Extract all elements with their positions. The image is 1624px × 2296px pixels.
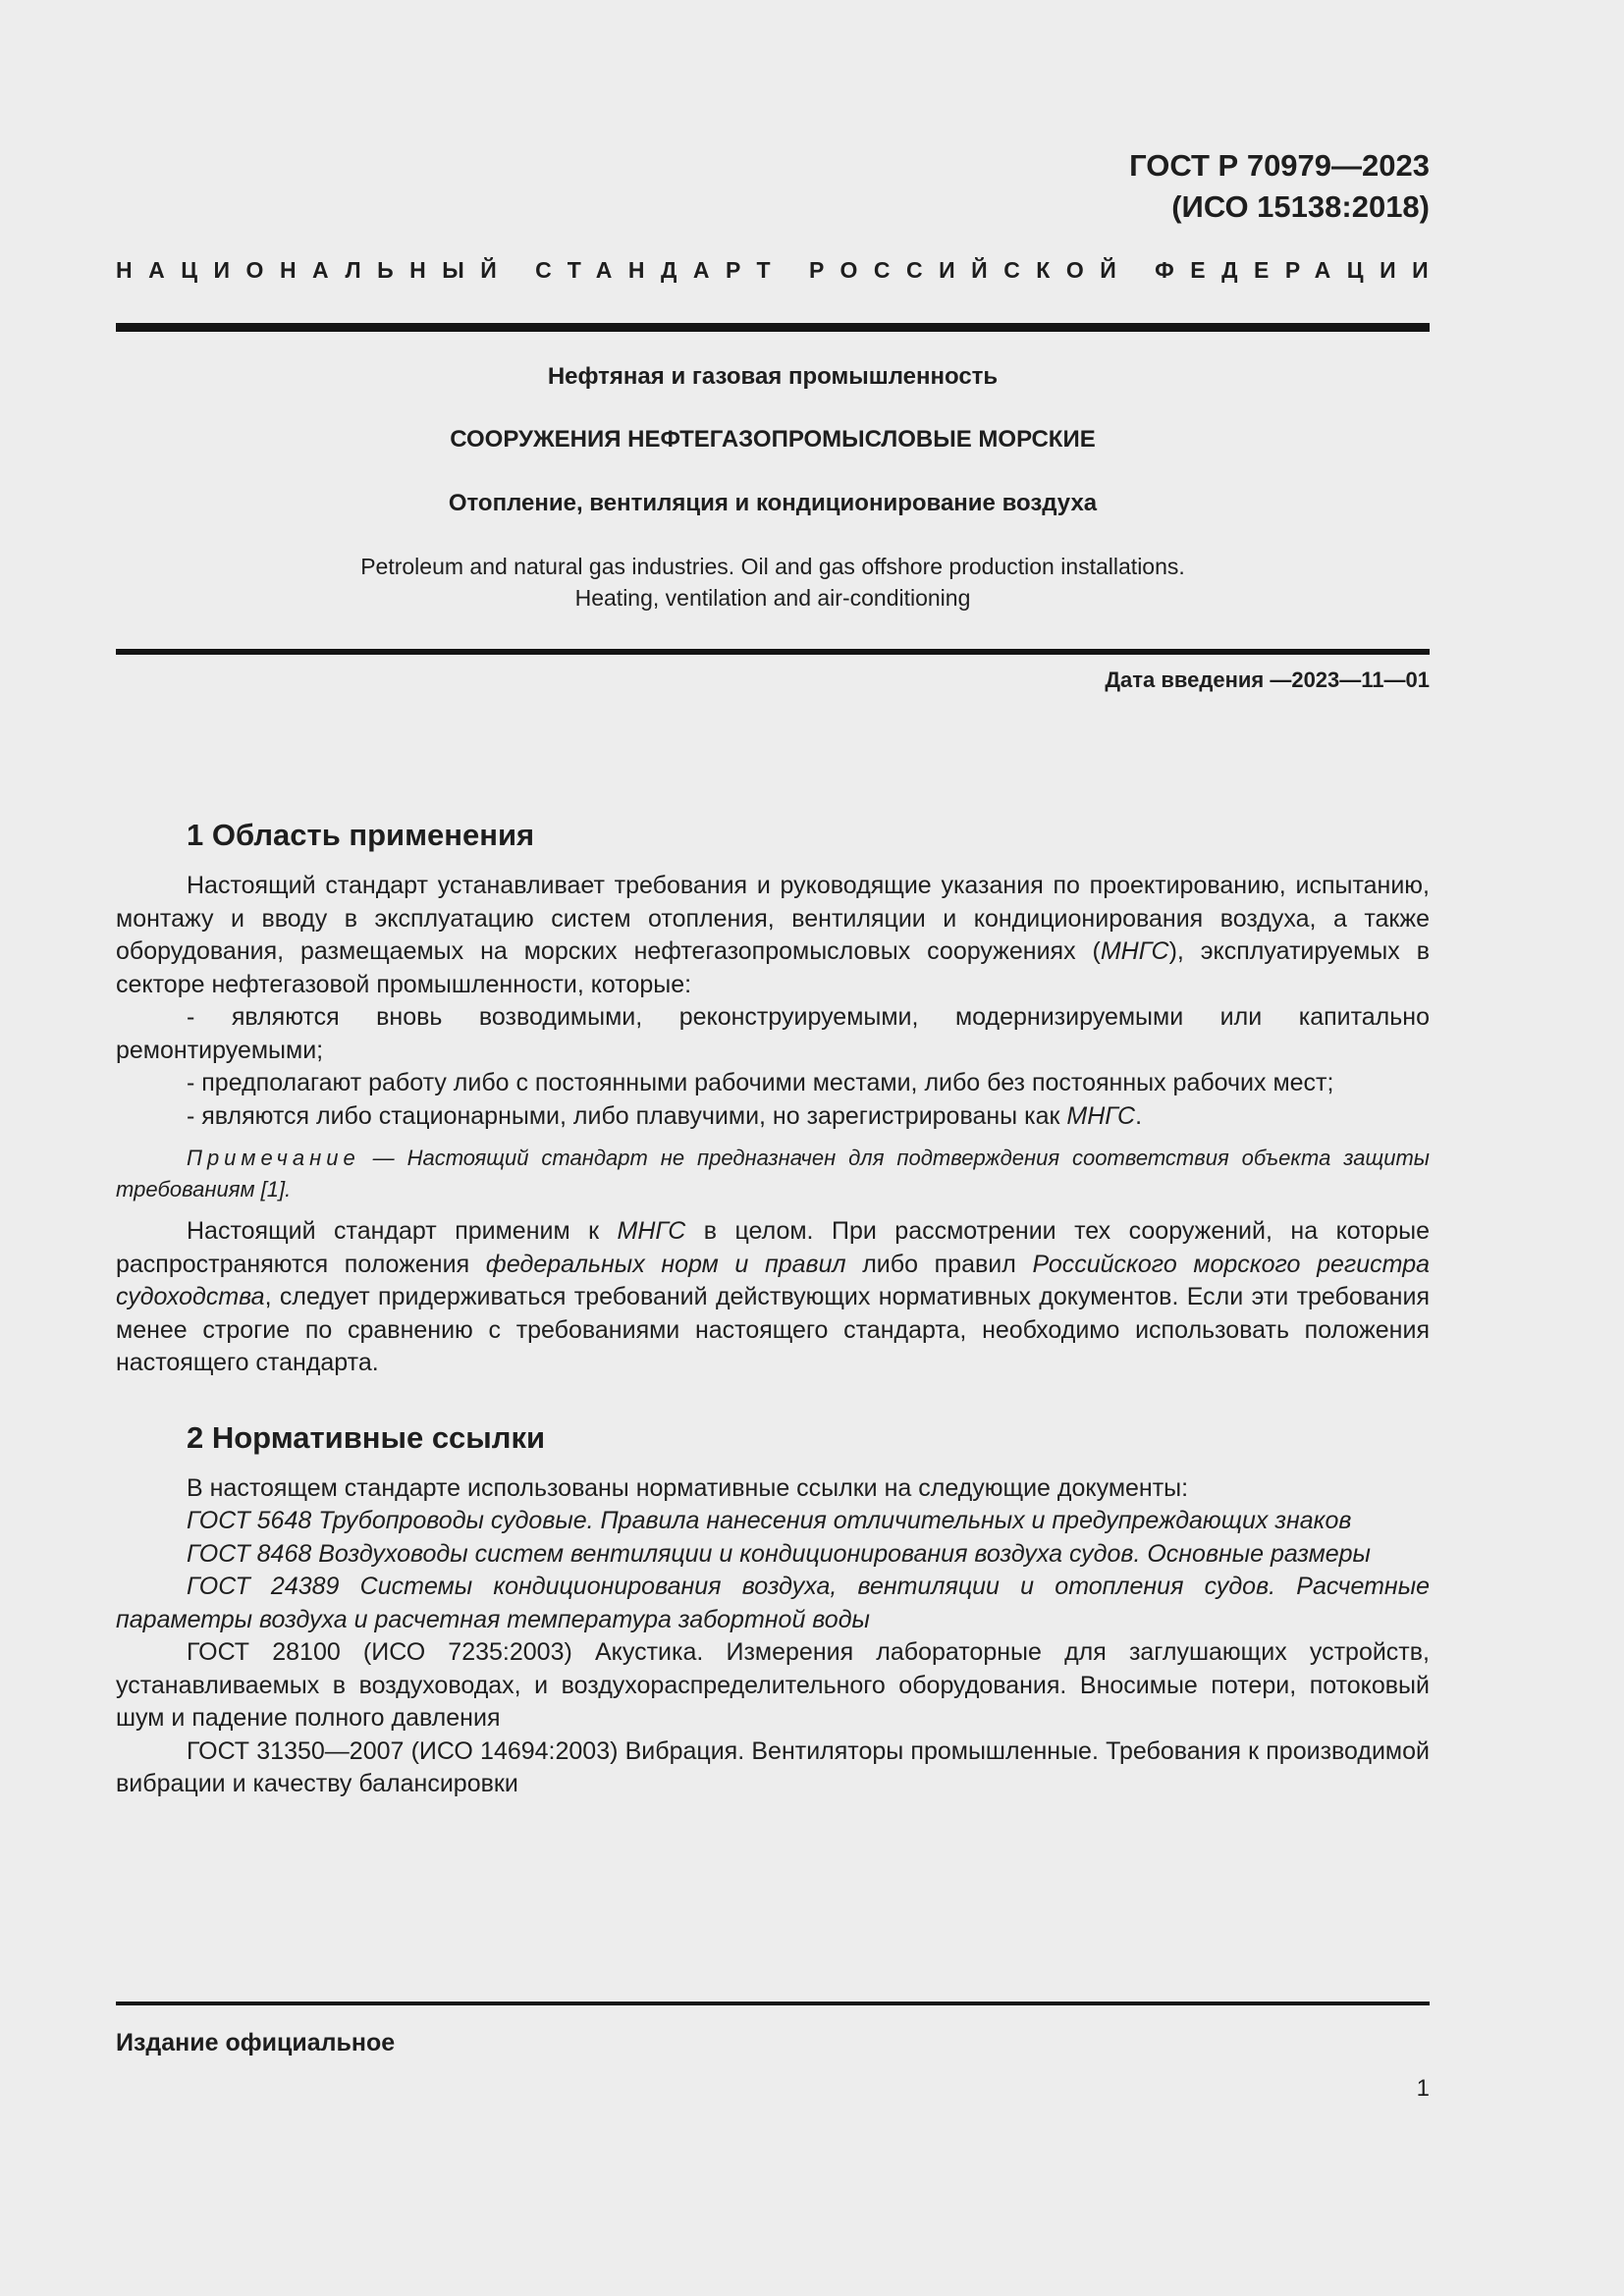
title-divider [116, 649, 1430, 655]
reference-item: ГОСТ 24389 Системы кондиционирования воздуха, вентиляции и отопления судов. Расчетные параметры воздуха и расчетная температура забортной воды [116, 1573, 1430, 1633]
section-heading: 1 Область применения [187, 818, 535, 852]
page-number: 1 [1416, 2075, 1430, 2102]
document-number-line: ГОСТ Р 70979—2023 [1129, 148, 1430, 183]
abbreviation: МНГС [1066, 1101, 1136, 1130]
list-item: - являются вновь возводимыми, реконструируемыми, модернизируемыми или капитально ремонтируемыми; [116, 1003, 1430, 1064]
reference-item: ГОСТ 5648 Трубопроводы судовые. Правила нанесения отличительных и предупреждающих знаков [187, 1507, 1352, 1534]
introduction-date: Дата введения —2023—11—01 [1105, 667, 1430, 692]
subject-title: Отопление, вентиляция и кондиционирование воздуха [448, 490, 1098, 516]
italic-term: Российского морского регистра судоходства [116, 1250, 1430, 1310]
text-run: . [1135, 1101, 1143, 1130]
reference-item: ГОСТ 8468 Воздуховоды систем вентиляции и кондиционирования воздуха судов. Основные размеры [187, 1539, 1371, 1568]
document-body [116, 811, 1430, 1801]
text-run: в целом. При рассмотрении тех сооружений, на которые распространяются положения [116, 1217, 1430, 1278]
document-page [116, 0, 1445, 2296]
iso-number-line: (ИСО 15138:2018) [1171, 189, 1430, 224]
top-divider [116, 323, 1430, 332]
reference-item: ГОСТ 31350—2007 (ИСО 14694:2003) Вибрация. Вентиляторы промышленные. Требования к производимой вибрации и качеству балансировки [116, 1736, 1430, 1797]
note-text: — Настоящий стандарт не предназначен для подтверждения соответствия объекта защиты требованиям [1]. [116, 1146, 1430, 1201]
national-standard-title: НАЦИОНАЛЬНЫЙ СТАНДАРТ РОССИЙСКОЙ ФЕДЕРАЦИИ [116, 257, 1445, 283]
text-run: - являются либо стационарными, либо плавучими, но зарегистрированы как [187, 1101, 1067, 1130]
section-heading: 2 Нормативные ссылки [187, 1419, 546, 1455]
list-item [116, 1100, 1430, 1134]
text-run: , следует придерживаться требований действующих нормативных документов. Если эти требования менее строгие по сравнению с требованиями настоящего стандарта, необходимо использовать положения настоящего стандарта. [116, 1283, 1430, 1376]
english-title-line: Petroleum and natural gas industries. Oil and gas offshore production installations. [360, 554, 1185, 579]
note [116, 1143, 1430, 1205]
text-run: Настоящий стандарт устанавливает требования и руководящие указания по проектированию, испытанию, монтажу и вводу в эксплуатацию систем отопления, вентиляции и кондиционирования воздуха, а также оборудования, размещаемых на морских нефтегазопромысловых сооружениях ( [116, 872, 1430, 965]
english-title-line: Heating, ventilation and air-conditioning [574, 585, 971, 611]
footer-divider [116, 2002, 1430, 2005]
list-item: - предполагают работу либо с постоянными рабочими местами, либо без постоянных рабочих мест; [187, 1069, 1334, 1096]
note-label: Примечание [187, 1146, 360, 1170]
industry-title: Нефтяная и газовая промышленность [547, 363, 999, 390]
document-number [1129, 145, 1430, 228]
edition-label: Издание официальное [116, 2029, 396, 2056]
scope-paragraph [116, 870, 1430, 1001]
text-run: ), эксплуатируемых в секторе нефтегазовой промышленности, которые: [116, 937, 1431, 998]
applicability-paragraph [116, 1215, 1430, 1380]
abbreviation: МНГС [1100, 937, 1169, 965]
italic-term: федеральных норм и правил [485, 1250, 846, 1278]
english-title [116, 551, 1430, 614]
abbreviation: МНГС [617, 1217, 686, 1245]
object-title: СООРУЖЕНИЯ НЕФТЕГАЗОПРОМЫСЛОВЫЕ МОРСКИЕ [450, 426, 1096, 453]
text-run: либо правил [845, 1250, 1033, 1278]
references-intro: В настоящем стандарте использованы нормативные ссылки на следующие документы: [187, 1473, 1189, 1502]
text-run: Настоящий стандарт применим к [187, 1217, 618, 1245]
references-list [116, 1472, 1430, 1801]
reference-item: ГОСТ 28100 (ИСО 7235:2003) Акустика. Измерения лабораторные для заглушающих устройств, устанавливаемых в воздуховодах, и воздухораспределительного оборудования. Вносимые потери, потоковый шум и падение полного давления [116, 1638, 1430, 1732]
